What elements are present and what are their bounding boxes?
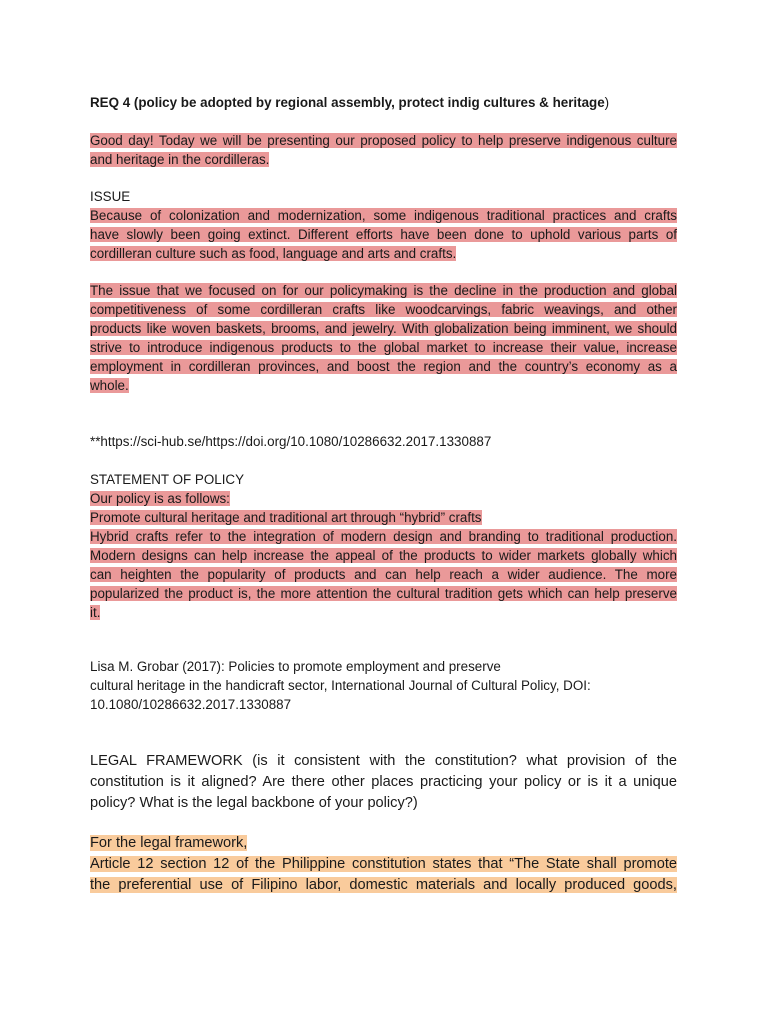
legal-framework-body: [90, 833, 677, 896]
intro-line-2: and heritage in the cordilleras.: [90, 152, 270, 167]
statement-line: Promote cultural heritage and traditional art through “hybrid” crafts: [90, 510, 482, 525]
statement-para-line: popularized the product is, the more attention the cultural tradition gets which can help preserve: [90, 586, 677, 601]
issue-para2-line: whole.: [90, 378, 129, 393]
source-link-text: **https://sci-hub.se/https://doi.org/10.1080/10286632.2017.1330887: [90, 434, 492, 449]
statement-line: Our policy is as follows:: [90, 491, 230, 506]
title-text: REQ 4 (policy be adopted by regional assembly, protect indig cultures & heritage: [90, 95, 605, 110]
statement-para-line: Modern designs can help increase the appeal of the products to wider markets globally which: [90, 548, 677, 563]
issue-para1-line: have slowly been going extinct. Different efforts have been done to uphold various parts of: [90, 227, 677, 242]
title-close-paren: ): [604, 95, 610, 110]
intro-paragraph: [90, 131, 677, 169]
issue-para2-line: competitiveness of some cordilleran crafts like woodcarvings, fabric weavings, and other: [90, 302, 677, 317]
statement-para-line: Hybrid crafts refer to the integration of modern design and branding to traditional production.: [90, 529, 677, 544]
issue-heading: ISSUE: [90, 189, 131, 204]
issue-para2-line: The issue that we focused on for our policymaking is the decline in the production and global: [90, 283, 677, 298]
legal-para-line: the preferential use of Filipino labor, domestic materials and locally produced goods,: [90, 877, 677, 893]
legal-heading-line: policy? What is the legal backbone of your policy?): [90, 795, 418, 811]
issue-para1-line: cordilleran culture such as food, language and arts and crafts.: [90, 246, 457, 261]
document-title: [90, 93, 677, 112]
statement-heading: STATEMENT OF POLICY: [90, 472, 245, 487]
issue-para1-line: Because of colonization and modernization, some indigenous traditional practices and crafts: [90, 208, 677, 223]
issue-paragraph-2: [90, 281, 677, 395]
intro-line-1: Good day! Today we will be presenting our proposed policy to help preserve indigenous culture: [90, 133, 677, 148]
statement-para-line: it.: [90, 605, 101, 620]
citation: [90, 657, 677, 714]
citation-line: Lisa M. Grobar (2017): Policies to promote employment and preserve: [90, 659, 501, 674]
citation-line: 10.1080/10286632.2017.1330887: [90, 697, 292, 712]
citation-line: cultural heritage in the handicraft sector, International Journal of Cultural Policy, DOI:: [90, 678, 591, 693]
legal-framework-heading: [90, 751, 677, 814]
source-link: [90, 432, 677, 451]
issue-para2-line: products like woven baskets, brooms, and jewelry. With globalization being imminent, we should: [90, 321, 677, 336]
issue-para2-line: strive to introduce indigenous products to the global market to increase their value, increase: [90, 340, 677, 355]
legal-heading-line: LEGAL FRAMEWORK (is it consistent with the constitution? what provision of the: [90, 753, 677, 769]
legal-heading-line: constitution is it aligned? Are there other places practicing your policy or is it a unique: [90, 774, 677, 790]
statement-para-line: can heighten the popularity of products and can help reach a wider audience. The more: [90, 567, 677, 582]
issue-para2-line: employment in cordilleran provinces, and boost the region and the country’s economy as a: [90, 359, 677, 374]
issue-section: [90, 187, 677, 263]
legal-lead: For the legal framework,: [90, 835, 248, 851]
statement-section: [90, 470, 677, 622]
legal-para-line: Article 12 section 12 of the Philippine constitution states that “The State shall promote: [90, 856, 677, 872]
